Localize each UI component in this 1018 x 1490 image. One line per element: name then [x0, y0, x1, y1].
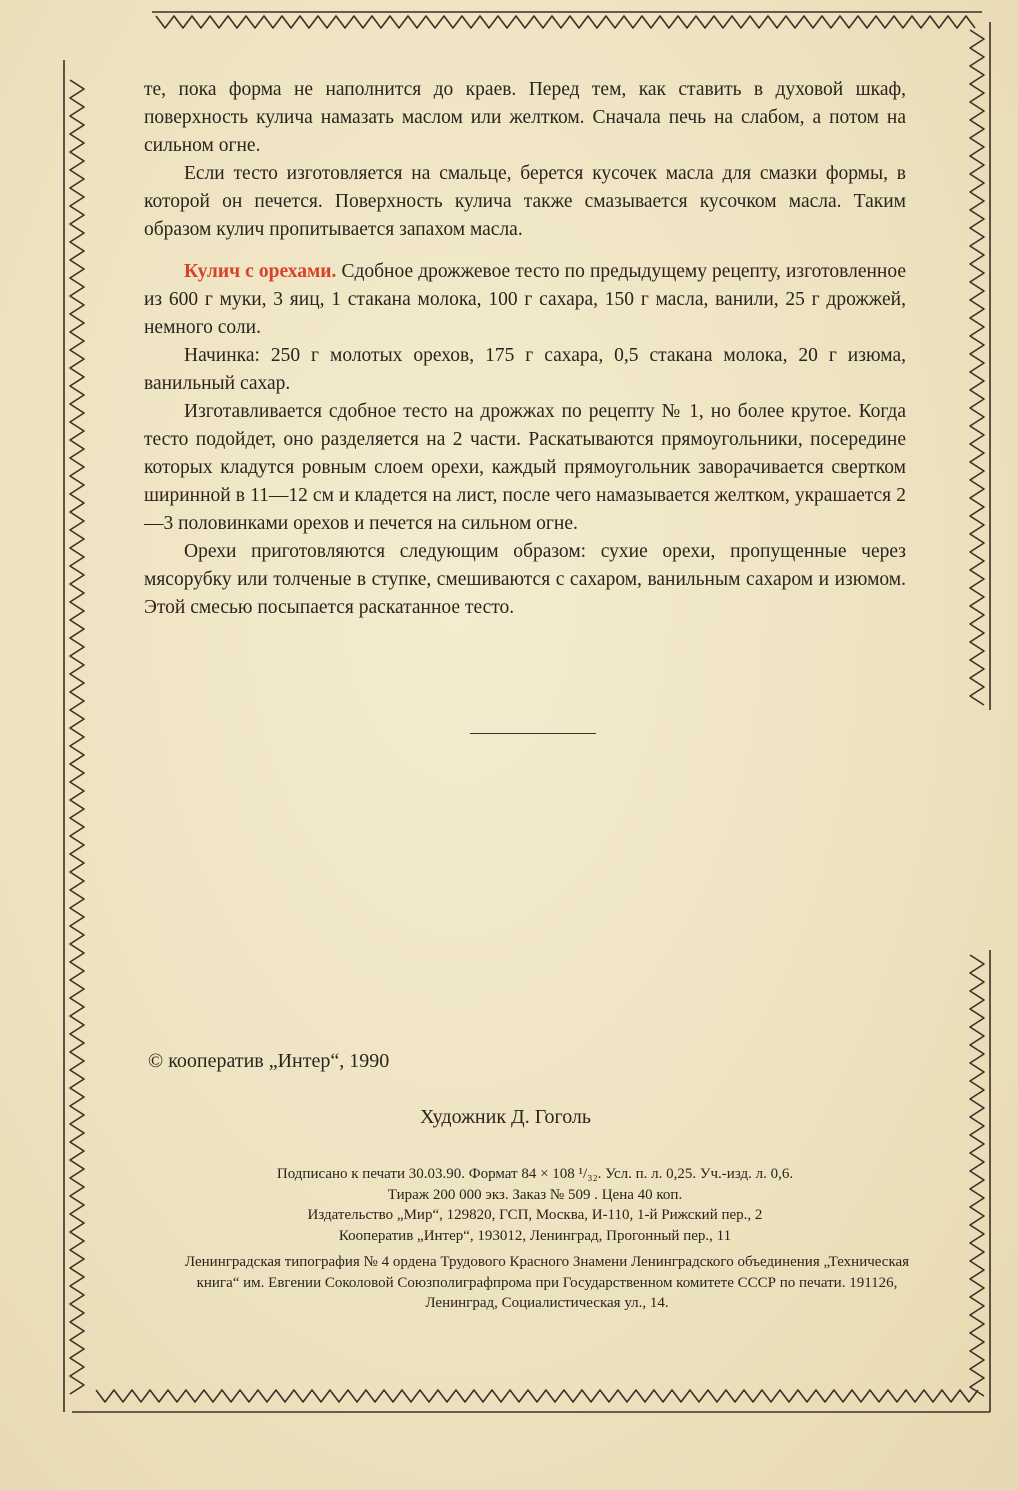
- main-text: [144, 76, 906, 622]
- printer-info: Ленинградская типография № 4 ордена Трудового Красного Знамени Ленинградского объединения „Техническая книга“ им. Евгении Соколовой Союзполиграфпрома при Государственном комитете СССР по печати. 191126, Ленинград, Социалистическая ул., 14.: [184, 1254, 910, 1311]
- paragraph-1: те, пока форма не наполнится до краев. Перед тем, как ставить в духовой шкаф, поверхность кулича намазать маслом или желтком. Сначала печь на слабом, а потом на сильном огне.: [144, 79, 906, 156]
- paragraph-4: Начинка: 250 г молотых орехов, 175 г сахара, 0,5 стакана молока, 20 г изюма, ванильный сахар.: [144, 345, 906, 394]
- paragraph-3-text: Сдобное дрожжевое тесто по предыдущему рецепту, изготовленное из 600 г муки, 3 яиц, 1 стакана молока, 100 г сахара, 150 г масла, ванили, 25 г дрожжей, немного соли.: [144, 261, 906, 338]
- copyright-line: © кооператив „Интер“, 1990: [148, 1050, 390, 1072]
- imprint-line: Подписано к печати 30.03.90. Формат 84 × 108 ¹/₃₂. Усл. п. л. 0,25. Уч.-изд. л. 0,6.: [276, 1166, 794, 1182]
- imprint-line: Тираж 200 000 экз. Заказ № 509 . Цена 40 коп.: [387, 1186, 683, 1203]
- paragraph-5: Изготавливается сдобное тесто на дрожжах по рецепту № 1, но более крутое. Когда тесто подойдет, оно разделяется на 2 части. Раскатываются прямоугольники, посередине которых кладутся ровным слоем орехи, каждый прямоугольник заворачивается свертком ширинной в 11—12 см и кладется на лист, после чего намазывается желтком, украшается 2—3 половинками орехов и печется на сильном огне.: [144, 401, 906, 534]
- paragraph-2: Если тесто изготовляется на смальце, берется кусочек масла для смазки формы, в которой он печется. Поверхность кулича также смазывается кусочком масла. Таким образом кулич пропитывается запахом масла.: [144, 163, 906, 240]
- imprint-line: Издательство „Мир“, 129820, ГСП, Москва, И-110, 1-й Рижский пер., 2: [307, 1207, 763, 1223]
- paragraph-3: [144, 258, 906, 342]
- imprint-block: [144, 1164, 926, 1246]
- artist-credit: Художник Д. Гоголь: [420, 1106, 592, 1128]
- recipe-heading: Кулич с орехами.: [184, 261, 337, 282]
- paragraph-6: Орехи приготовляются следующим образом: сухие орехи, пропущенные через мясорубку или толченые в ступке, смешиваются с сахаром, ванильным сахаром и изюмом. Этой смесью посыпается раскатанное тесто.: [144, 541, 906, 618]
- imprint-line: Кооператив „Интер“, 193012, Ленинград, Прогонный пер., 11: [338, 1227, 732, 1244]
- section-divider: [470, 733, 596, 734]
